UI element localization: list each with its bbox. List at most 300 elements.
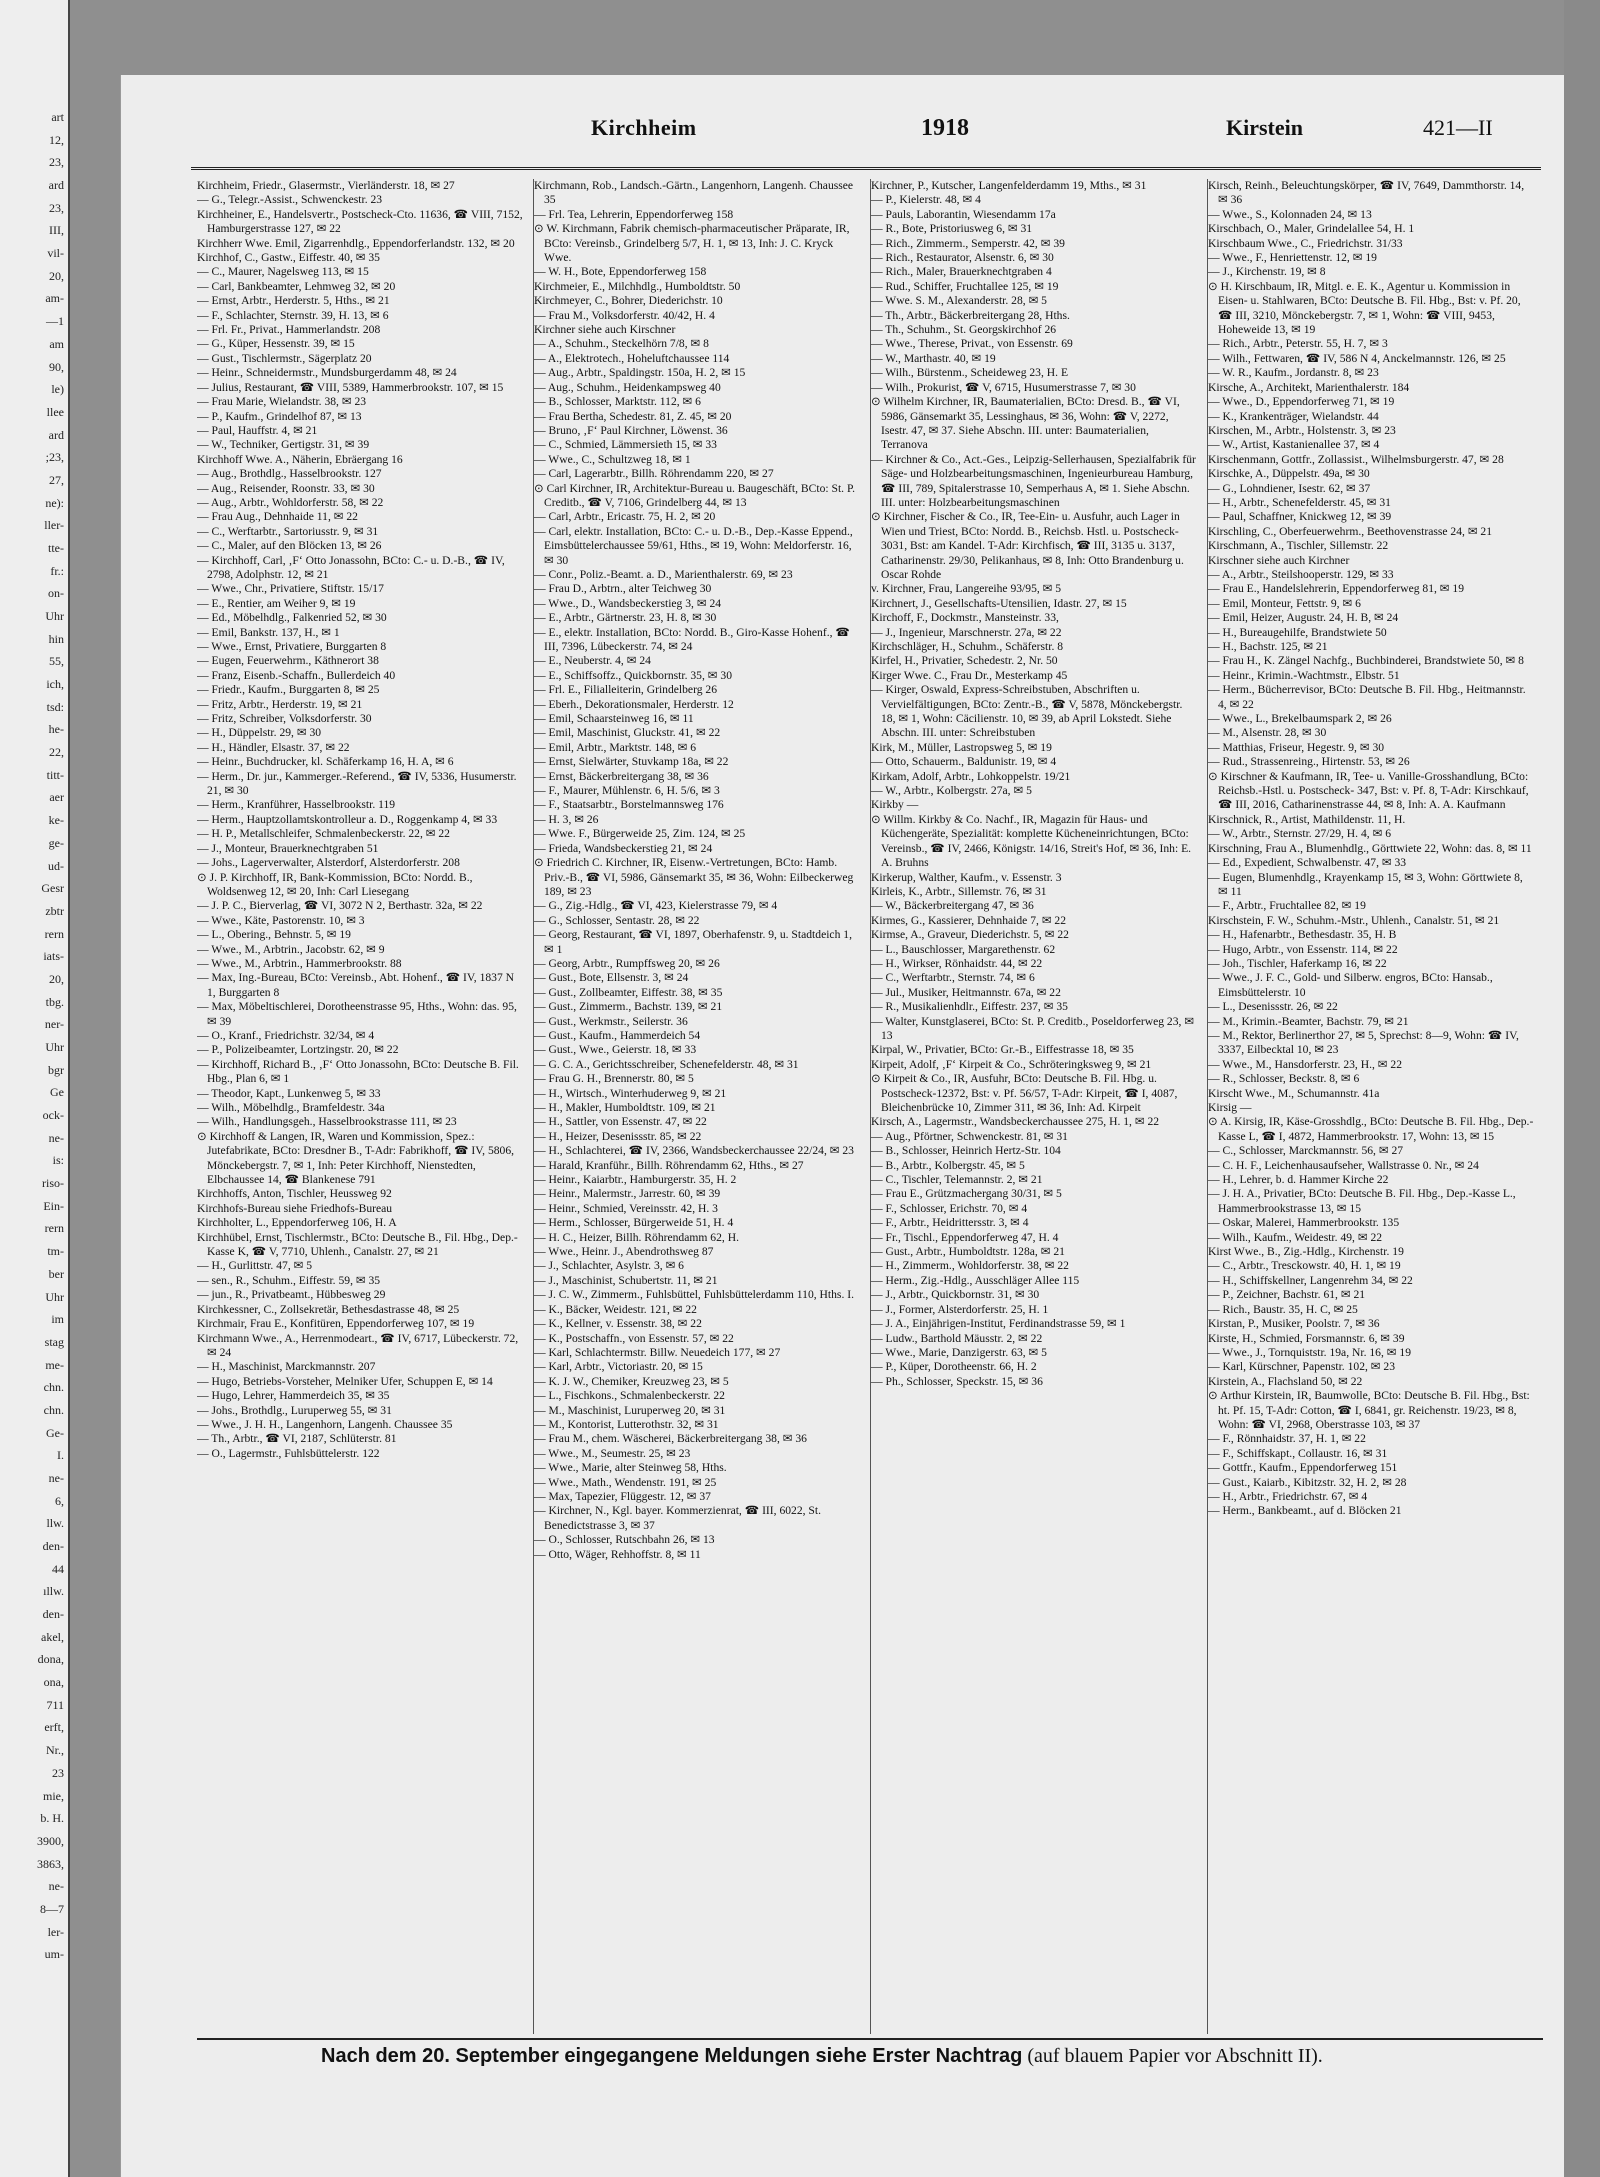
previous-page-fragment: 23	[52, 1765, 64, 1780]
directory-entry: — Emil, Bankstr. 137, H., ✉ 1	[197, 625, 340, 639]
directory-entry: — Max, Möbeltischlerei, Dorotheenstrasse 95, Hths., Wohn: das. 95, ✉ 39	[197, 1000, 517, 1028]
directory-entry: — Frau D., Arbtrn., alter Teichweg 30	[534, 582, 712, 596]
directory-entry: — Wwe. S. M., Alexanderstr. 28, ✉ 5	[871, 294, 1047, 308]
directory-entry: — Wwe., M., Arbtrin., Jacobstr. 62, ✉ 9	[197, 942, 385, 956]
directory-entry: — Carl, Bankbeamter, Lehmweg 32, ✉ 20	[197, 279, 396, 293]
directory-entry: — M., Kontorist, Lutterothstr. 32, ✉ 31	[534, 1417, 719, 1431]
directory-entry: — M., Alsenstr. 28, ✉ 30	[1208, 726, 1327, 740]
directory-entry: — A., Arbtr., Steilshooperstr. 129, ✉ 33	[1208, 567, 1394, 581]
directory-entry: — Wwe. F., Bürgerweide 25, Zim. 124, ✉ 25	[534, 827, 746, 841]
directory-entry: — H., Heizer, Desenissstr. 85, ✉ 22	[534, 1129, 702, 1143]
directory-entry: — Rich., Zimmerm., Semperstr. 42, ✉ 39	[871, 236, 1065, 250]
previous-page-fragment: titt-	[46, 767, 64, 782]
directory-entry: — Aug., Pförtner, Schwenckestr. 81, ✉ 31	[871, 1129, 1068, 1143]
directory-entry: — H., Wirtsch., Winterhuderweg 9, ✉ 21	[534, 1086, 727, 1100]
previous-page-fragment: ard	[48, 427, 64, 442]
previous-page-fragment: 22,	[49, 745, 64, 760]
previous-page-fragment: llee	[46, 404, 64, 419]
directory-entry: — Th., Arbtr., ☎ VI, 2187, Schlüterstr. 81	[197, 1432, 397, 1446]
directory-entry: — W., Artist, Kastanienallee 37, ✉ 4	[1208, 438, 1380, 452]
directory-entry: — F., Rönnhaidstr. 37, H. 1, ✉ 22	[1208, 1432, 1366, 1446]
directory-entry: — Hugo, Arbtr., von Essenstr. 114, ✉ 22	[1208, 942, 1398, 956]
previous-page-fragment: on-	[48, 586, 64, 601]
directory-entry: — Th., Arbtr., Bäckerbreitergang 28, Hths.	[871, 308, 1070, 322]
directory-entry: — R., Bote, Pristoriusweg 6, ✉ 31	[871, 222, 1033, 236]
directory-entry: — Wwe., M., Hansdorferstr. 23, H., ✉ 22	[1208, 1057, 1403, 1071]
directory-entry: — J. A., Einjährigen-Institut, Ferdinandstrasse 59, ✉ 1	[871, 1317, 1126, 1331]
directory-entry: — Paul, Hauffstr. 4, ✉ 21	[197, 423, 318, 437]
directory-entry: — Johs., Brothdlg., Luruperweg 55, ✉ 31	[197, 1403, 392, 1417]
previous-page-fragment: b. H.	[40, 1811, 64, 1826]
directory-entry: Kirchheim, Friedr., Glasermstr., Vierländerstr. 18, ✉ 27	[197, 179, 455, 192]
previous-page-fragment: aer	[49, 790, 64, 805]
directory-entry: — W., Bäckerbreitergang 47, ✉ 36	[871, 899, 1034, 913]
directory-entry: — Ernst, Bäckerbreitergang 38, ✉ 36	[534, 769, 709, 783]
previous-page-fragment: ona,	[43, 1675, 64, 1690]
directory-entry: Kirchholter, L., Eppendorferweg 106, H. A	[197, 1216, 397, 1230]
directory-entry: — E., Rentier, am Weiher 9, ✉ 19	[197, 596, 356, 610]
directory-entry: Kirstein, A., Flachsland 50, ✉ 22	[1208, 1374, 1363, 1388]
directory-entry: — Wwe., J., Tornquiststr. 19a, Nr. 16, ✉ 19	[1208, 1345, 1411, 1359]
previous-page-fragment: rern	[44, 1221, 64, 1236]
directory-entry: — L., Bauschlosser, Margarethenstr. 62	[871, 942, 1056, 956]
directory-entry: — Aug., Reisender, Roonstr. 33, ✉ 30	[197, 481, 375, 495]
directory-entry: — M., Krimin.-Beamter, Bachstr. 79, ✉ 21	[1208, 1014, 1409, 1028]
previous-page-fragment: Uhr	[45, 1040, 64, 1054]
previous-page-fragment: stag	[44, 1334, 64, 1349]
directory-entry: — Herm., Dr. jur., Kammerger.-Referend., ☎ IV, 5336, Husumerstr. 21, ✉ 30	[197, 769, 517, 798]
directory-entry: Kirschmann, A., Tischler, Sillemstr. 22	[1208, 539, 1389, 553]
previous-page-fragment: bgr	[48, 1062, 64, 1077]
directory-entry: — Herm., Schlosser, Bürgerweide 51, H. 4	[534, 1216, 734, 1230]
previous-page-strip	[0, 0, 70, 2177]
previous-page-fragment: ock-	[42, 1108, 64, 1123]
directory-entry: — M., Maschinist, Luruperweg 20, ✉ 31	[534, 1403, 726, 1417]
directory-entry: — Gust., Kaiarb., Kibitzstr. 32, H. 2, ✉ 28	[1208, 1475, 1407, 1489]
previous-page-fragment: III,	[49, 223, 64, 238]
previous-page-fragment: den-	[42, 1607, 64, 1622]
directory-entry: — K., Postschaffn., von Essenstr. 57, ✉ 22	[534, 1331, 734, 1345]
directory-entry: — J. P. C., Bierverlag, ☎ VI, 3072 N 2, Berthastr. 32a, ✉ 22	[197, 899, 483, 913]
previous-page-fragment: Gesr	[41, 881, 64, 896]
directory-entry: — Joh., Tischler, Haferkamp 16, ✉ 22	[1208, 956, 1387, 970]
directory-entry: — Gust., Wwe., Geierstr. 18, ✉ 33	[534, 1043, 697, 1057]
directory-entry: ⊙ Kirchhoff & Langen, IR, Waren und Kommission, Spez.: Jutefabrikate, BCto: Dresdner B., T-Adr: Fabrikhoff, ☎ IV, 5806, Mönckebergstr. 7, ✉ 1, Inh: Peter Kirchhoff, Nienstedten, Elbchaussee 14, ☎ Blankenese 791	[197, 1129, 515, 1187]
directory-entry: Kirmse, A., Graveur, Diederichstr. 5, ✉ 22	[871, 928, 1069, 942]
directory-entry: — Frau H., K. Zängel Nachfg., Buchbinderei, Brandstwiete 50, ✉ 8	[1208, 654, 1524, 668]
header-year: 1918	[921, 115, 969, 141]
directory-entry: — Rich., Restaurator, Alsenstr. 6, ✉ 30	[871, 251, 1054, 265]
directory-entry: ⊙ Kirschner & Kaufmann, IR, Tee- u. Vanille-Grosshandlung, BCto: Reichsb.-Hstl. u. Postscheck- 347, Bst: v. Pf. 8, T-Adr: Kirschkauf, ☎ III, 2016, Catharinenstrasse 44, ✉ 8, Inh: A. A. Kaufmann	[1208, 769, 1529, 812]
directory-entry: — Heinr., Buchdrucker, kl. Schäferkamp 16, H. A, ✉ 6	[197, 755, 454, 769]
directory-entry: — Gust., Tischlermstr., Sägerplatz 20	[197, 351, 372, 365]
directory-entry: — Wilh., Möbelhdlg., Bramfeldestr. 34a	[197, 1101, 385, 1114]
directory-entry: — Wilh., Fettwaren, ☎ IV, 586 N 4, Anckelmannstr. 126, ✉ 25	[1208, 351, 1506, 365]
directory-entry: — C., Werftarbtr., Sternstr. 74, ✉ 6	[871, 971, 1035, 985]
directory-entry: Kirchkessner, C., Zollsekretär, Bethesdastrasse 48, ✉ 25	[197, 1302, 460, 1316]
directory-entry: — H., Makler, Humboldtstr. 109, ✉ 21	[534, 1101, 716, 1114]
directory-entry: — Wwe., Therese, Privat., von Essenstr. 69	[871, 337, 1073, 351]
directory-entry: Kirschnick, R., Artist, Mathildenstr. 11, H.	[1208, 812, 1406, 826]
directory-entry: — H., Düppelstr. 29, ✉ 30	[197, 726, 322, 740]
directory-entry: — Wwe., Heinr. J., Abendrothsweg 87	[534, 1245, 714, 1259]
directory-entry: Kirste, H., Schmied, Forsmannstr. 6, ✉ 39	[1208, 1331, 1405, 1345]
directory-entry: Kirsche, A., Architekt, Marienthalerstr. 184	[1208, 380, 1410, 394]
directory-entry: — Wwe., M., Arbtrin., Hammerbrookstr. 88	[197, 956, 402, 970]
directory-entry: — Ed., Möbelhdlg., Falkenried 52, ✉ 30	[197, 611, 387, 625]
directory-entry: ⊙ Wilhelm Kirchner, IR, Baumaterialien, BCto: Dresd. B., ☎ VI, 5986, Gänsemarkt 35, Lessinghaus, ✉ 36, Wohn: ☎ V, 2272, Isestr. 47, ✉ 37. Siehe Abschn. III. unter: Baumaterialien, Terranova	[871, 395, 1180, 452]
page-header	[191, 115, 1541, 149]
directory-entry: — P., Polizeibeamter, Lortzingstr. 20, ✉ 22	[197, 1043, 399, 1057]
directory-entry: — P., Kaufm., Grindelhof 87, ✉ 13	[197, 409, 362, 423]
directory-entry: — Georg, Arbtr., Rumpffsweg 20, ✉ 26	[534, 956, 720, 970]
previous-page-fragment: mie,	[43, 1788, 64, 1803]
directory-entry: — Gottfr., Kaufm., Eppendorferweg 151	[1208, 1461, 1398, 1475]
directory-entry: — Gust., Werkmstr., Seilerstr. 36	[534, 1014, 688, 1028]
directory-entry: — W., Techniker, Gertigstr. 31, ✉ 39	[197, 438, 370, 452]
directory-entry: Kirchhoff Wwe. A., Näherin, Ebräergang 16	[197, 452, 403, 466]
directory-entry: — H., Bachstr. 125, ✉ 21	[1208, 640, 1328, 653]
directory-entry: Kirchhübel, Ernst, Tischlermstr., BCto: Deutsche B., Fil. Hbg., Dep.-Kasse K, ☎ V, 7710, Uhlenh., Canalstr. 27, ✉ 21	[197, 1230, 518, 1259]
directory-entry: — Wwe., Marie, Danzigerstr. 63, ✉ 5	[871, 1345, 1047, 1359]
directory-entry: — H., Händler, Elsastr. 37, ✉ 22	[197, 740, 350, 754]
directory-entry: — Wwe., Käte, Pastorenstr. 10, ✉ 3	[197, 913, 365, 927]
directory-entry: — Wwe., D., Eppendorferweg 71, ✉ 19	[1208, 395, 1395, 409]
directory-entry: — Frieda, Wandsbeckerstieg 21, ✉ 24	[534, 841, 713, 855]
directory-entry: Kirkam, Adolf, Arbtr., Lohkoppelstr. 19/21	[871, 769, 1071, 783]
previous-page-fragment: Uhr	[45, 1289, 64, 1304]
directory-entry: — H. 3, ✉ 26	[534, 812, 599, 826]
directory-entry: — Frau E., Grützmachergang 30/31, ✉ 5	[871, 1187, 1062, 1201]
directory-entry: Kirschling, C., Oberfeuerwehrm., Beethovenstrasse 24, ✉ 21	[1208, 524, 1493, 538]
directory-entry: — J., Schlachter, Asylstr. 3, ✉ 6	[534, 1259, 684, 1273]
previous-page-fragment: am-	[45, 291, 64, 306]
directory-entry: — Kirchner & Co., Act.-Ges., Leipzig-Sellerhausen, Spezialfabrik für Säge- und Holzbearbeitungsmaschinen, Ingenieurbureau Hamburg, ☎ III, 789, Spitalerstrasse 10, Semperhaus A, ✉ 1. Siehe Abschn. III. unter: Holzbearbeitungsmaschinen	[871, 452, 1196, 509]
directory-entry: Kirschen, M., Arbtr., Holstenstr. 3, ✉ 23	[1208, 423, 1396, 437]
previous-page-fragment: 20,	[49, 268, 64, 283]
directory-entry: — Pauls, Laborantin, Wiesendamm 17a	[871, 207, 1056, 221]
directory-entry: — C., Werftarbtr., Sartoriusstr. 9, ✉ 31	[197, 524, 379, 538]
directory-entry: — F., Schiffskapt., Collaustr. 16, ✉ 31	[1208, 1446, 1388, 1460]
directory-entry: — G., Telegr.-Assist., Schwenckestr. 23	[197, 193, 383, 207]
previous-page-fragment: he-	[48, 722, 64, 737]
directory-entry: Kirschbaum Wwe., C., Friedrichstr. 31/33	[1208, 236, 1403, 250]
previous-page-fragment: tm-	[47, 1244, 64, 1259]
directory-entry: — Wwe., S., Kolonnaden 24, ✉ 13	[1208, 207, 1372, 221]
directory-entry: — A., Schuhm., Steckelhörn 7/8, ✉ 8	[534, 337, 709, 351]
directory-entry: — L., Fischkons., Schmalenbeckerstr. 22	[534, 1389, 725, 1403]
directory-entry: — Rich., Baustr. 35, H. C, ✉ 25	[1208, 1302, 1358, 1316]
directory-entry: — J., Ingenieur, Marschnerstr. 27a, ✉ 22	[871, 625, 1062, 639]
directory-entry: Kirchnert, J., Gesellschafts-Utensilien, Idastr. 27, ✉ 15	[871, 596, 1127, 610]
directory-entry: — J., Kirchenstr. 19, ✉ 8	[1208, 265, 1326, 279]
directory-entry: — Fr., Tischl., Eppendorferweg 47, H. 4	[871, 1230, 1059, 1244]
directory-entry: — Carl, elektr. Installation, BCto: C.- u. D.-B., Dep.-Kasse Eppend., Eimsbüttelerchaussee 59/61, Hths., ✉ 19, Wohn: Meldorferstr. 16, ✉ 30	[534, 524, 853, 567]
directory-entry: — Heinr., Schmied, Vereinsstr. 42, H. 3	[534, 1201, 718, 1215]
directory-entry: — J., Former, Alsterdorferstr. 25, H. 1	[871, 1302, 1049, 1316]
directory-entry: — Ernst, Arbtr., Herderstr. 5, Hths., ✉ 21	[197, 294, 390, 308]
directory-entry: — Ph., Schlosser, Speckstr. 15, ✉ 36	[871, 1374, 1043, 1388]
previous-page-fragment: ler-	[47, 1924, 64, 1939]
directory-entry: — Wilh., Prokurist, ☎ V, 6715, Husumerstrasse 7, ✉ 30	[871, 380, 1136, 394]
directory-entry: — Gust., Bote, Ellsenstr. 3, ✉ 24	[534, 971, 689, 985]
directory-entry: — Frau M., chem. Wäscherei, Bäckerbreitergang 38, ✉ 36	[534, 1432, 807, 1446]
directory-entry: — Jul., Musiker, Heitmannstr. 67a, ✉ 22	[871, 985, 1061, 999]
directory-entry: v. Kirchner, Frau, Langereihe 93/95, ✉ 5	[871, 582, 1062, 596]
previous-page-fragment: fr.:	[50, 563, 64, 578]
previous-page-fragment: I.	[57, 1448, 64, 1463]
directory-entry: — Carl, Arbtr., Ericastr. 75, H. 2, ✉ 20	[534, 510, 716, 524]
previous-page-fragment: chn.	[43, 1380, 64, 1395]
directory-entry: — H. P., Metallschleifer, Schmalenbeckerstr. 22, ✉ 22	[197, 827, 450, 841]
directory-entry: — Rud., Schiffer, Fruchtallee 125, ✉ 19	[871, 279, 1059, 293]
directory-entry: Kirchmann Wwe., A., Herrenmodeart., ☎ IV, 6717, Lübeckerstr. 72, ✉ 24	[197, 1331, 519, 1359]
previous-page-fragment: 3863,	[37, 1856, 64, 1871]
directory-entry: — Otto, Schauerm., Baldunistr. 19, ✉ 4	[871, 755, 1057, 769]
previous-page-fragment: ;23,	[45, 450, 64, 465]
directory-entry: Kirschner siehe auch Kirchner	[1208, 553, 1350, 567]
directory-entry: — Otto, Wäger, Rehhoffstr. 8, ✉ 11	[534, 1547, 701, 1561]
directory-entry: — Wwe., Chr., Privatiere, Stiftstr. 15/17	[197, 582, 384, 596]
header-last-entry: Kirstein	[1226, 115, 1303, 140]
directory-entry: — W., Marthastr. 40, ✉ 19	[871, 351, 996, 365]
directory-entry: ⊙ J. P. Kirchhoff, IR, Bank-Kommission, BCto: Nordd. B., Woldsenweg 12, ✉ 20, Inh: Carl Liesegang	[197, 870, 473, 898]
directory-entry: ⊙ Kirpeit & Co., IR, Ausfuhr, BCto: Deutsche B. Fil. Hbg. u. Postscheck-12372, Bst: v. Pf. 56/57, T-Adr: Kirpeit, ☎ I, 4087, Bleichenbrücke 10, Zimmer 311, ✉ 36, Inh: Ad. Kirpeit	[871, 1072, 1178, 1114]
directory-entry: — P., Kielerstr. 48, ✉ 4	[871, 193, 981, 207]
directory-entry: Kirleis, K., Arbtr., Sillemstr. 76, ✉ 31	[871, 884, 1047, 898]
directory-entry: — Emil, Monteur, Fettstr. 9, ✉ 6	[1208, 596, 1361, 610]
directory-entry: ⊙ A. Kirsig, IR, Käse-Grosshdlg., BCto: Deutsche B. Fil. Hbg., Dep.-Kasse L, ☎ I, 4872, Hammerbrookstr. 17, Wohn: 13, ✉ 15	[1208, 1115, 1534, 1143]
directory-entry: — Walter, Kunstglaserei, BCto: St. P. Creditb., Poseldorferweg 23, ✉ 13	[871, 1014, 1195, 1042]
directory-entry: — H., Zimmerm., Wohldorferstr. 38, ✉ 22	[871, 1259, 1069, 1273]
directory-entry: — Emil, Heizer, Augustr. 24, H. B, ✉ 24	[1208, 611, 1399, 625]
previous-page-fragment: rern	[44, 926, 64, 941]
directory-entry: — C. H. F., Leichenhausaufseher, Wallstrasse 0. Nr., ✉ 24	[1208, 1158, 1479, 1172]
directory-entry: Kirstan, P., Musiker, Poolstr. 7, ✉ 36	[1208, 1317, 1380, 1331]
directory-entry: Kirkerup, Walther, Kaufm., v. Essenstr. 3	[871, 870, 1062, 884]
directory-entry: — Eugen, Feuerwehrm., Käthnerort 38	[197, 654, 379, 668]
directory-entry: Kirchhof, C., Gastw., Eiffestr. 40, ✉ 35	[197, 251, 380, 265]
previous-page-fragment: 44	[52, 1561, 64, 1576]
directory-entry: — H., Maschinist, Marckmannstr. 207	[197, 1360, 376, 1374]
directory-entry: Kirger Wwe. C., Frau Dr., Mesterkamp 45	[871, 668, 1068, 682]
directory-entry: Kirschstein, F. W., Schuhm.-Mstr., Uhlenh., Canalstr. 51, ✉ 21	[1208, 913, 1500, 927]
directory-entry: — Herm., Hauptzollamtskontrolleur a. D., Roggenkamp 4, ✉ 33	[197, 812, 498, 826]
previous-page-fragment: ne):	[45, 495, 64, 510]
directory-entry: — C., Tischler, Telemannstr. 2, ✉ 21	[871, 1173, 1043, 1187]
previous-page-fragment: llw.	[46, 1516, 64, 1531]
directory-entry: Kirschning, Frau A., Blumenhdlg., Görttwiete 22, Wohn: das. 8, ✉ 11	[1208, 841, 1532, 855]
directory-entry: — O., Kranf., Friedrichstr. 32/34, ✉ 4	[197, 1028, 375, 1042]
directory-entry: Kirchner siehe auch Kirschner	[534, 323, 676, 337]
directory-entry: ⊙ Kirchner, Fischer & Co., IR, Tee-Ein- u. Ausfuhr, auch Lager in Wien und Triest, BCto: Nordd. B., Reichsb. Hstl. u. Postscheck- 3031, Bst: am Kandel. T-Adr: Kirchfisch, ☎ III, 3135 u. 3137, Catharinenstr. 29/30, Pelikanhaus, ✉ 8, Inh: Otto Brandenburg u. Oscar Rohde	[871, 510, 1184, 581]
directory-entry: — K., Kellner, v. Essenstr. 38, ✉ 22	[534, 1317, 702, 1331]
directory-entry: — E., Arbtr., Gärtnerstr. 23, H. 8, ✉ 30	[534, 611, 717, 625]
header-rule	[191, 167, 1541, 170]
directory-entry: — Hugo, Lehrer, Hammerdeich 35, ✉ 35	[197, 1389, 390, 1403]
directory-entry: Kirkby —	[871, 798, 919, 812]
previous-page-fragment: zbtr	[45, 903, 64, 918]
directory-entry: — Rich., Arbtr., Peterstr. 55, H. 7, ✉ 3	[1208, 337, 1388, 351]
directory-entry: — Karl, Schlachtermstr. Billw. Neuedeich 177, ✉ 27	[534, 1345, 781, 1359]
directory-entry: — R., Musikalienhdlr., Eiffestr. 237, ✉ 35	[871, 1000, 1068, 1014]
directory-entry: Kirsch, A., Lagermstr., Wandsbeckerchaussee 275, H. 1, ✉ 22	[871, 1115, 1160, 1129]
previous-page-fragment: 3900,	[37, 1833, 64, 1848]
directory-entry: Kirchmair, Frau E., Konfitüren, Eppendorferweg 107, ✉ 19	[197, 1317, 475, 1331]
directory-entry: — O., Schlosser, Rutschbahn 26, ✉ 13	[534, 1533, 715, 1547]
directory-entry: — Frl. E., Filialleiterin, Grindelberg 26	[534, 683, 718, 697]
directory-entry: — K., Bäcker, Weidestr. 121, ✉ 22	[534, 1302, 697, 1316]
directory-entry: — C., Schlosser, Marckmannstr. 56, ✉ 27	[1208, 1144, 1404, 1158]
directory-entry: — Ed., Expedient, Schwalbenstr. 47, ✉ 33	[1208, 856, 1407, 870]
previous-page-fragment: den-	[42, 1539, 64, 1554]
previous-page-fragment: ller-	[44, 518, 64, 533]
directory-entry: — Gust., Zimmerm., Bachstr. 139, ✉ 21	[534, 1000, 723, 1014]
directory-entry: Kirchherr Wwe. Emil, Zigarrenhdlg., Eppendorferlandstr. 132, ✉ 20	[197, 236, 515, 250]
directory-entry: — Emil, Arbtr., Marktstr. 148, ✉ 6	[534, 740, 697, 754]
footer-rule	[197, 2038, 1543, 2040]
previous-page-fragment: um-	[44, 1947, 64, 1962]
column-3	[870, 179, 1201, 2034]
directory-entry: — Ludw., Barthold Mäusstr. 2, ✉ 22	[871, 1331, 1043, 1345]
directory-entry: — J., Monteur, Brauerknechtgraben 51	[197, 841, 379, 855]
previous-page-fragment: ner-	[44, 1017, 64, 1032]
directory-entry: — F., Staatsarbtr., Borstelmannsweg 176	[534, 798, 724, 812]
page-number: 421—II	[1423, 115, 1493, 140]
directory-entry: Kirfel, H., Privatier, Schedestr. 2, Nr. 50	[871, 654, 1058, 668]
previous-page-fragment: Ge-	[46, 1425, 64, 1440]
directory-entry: — B., Schlosser, Marktstr. 112, ✉ 6	[534, 395, 701, 409]
previous-page-fragment: iats-	[43, 949, 64, 964]
directory-entry: Kirschenmann, Gottfr., Zollassist., Wilhelmsburgerstr. 47, ✉ 28	[1208, 452, 1504, 466]
directory-entry: ⊙ W. Kirchmann, Fabrik chemisch-pharmaceutischer Präparate, IR, BCto: Vereinsb., Grindelberg 5/7, H. 1, ✉ 13, Inh: J. C. Kryck Wwe.	[534, 222, 850, 265]
directory-entry: — Matthias, Friseur, Hegestr. 9, ✉ 30	[1208, 740, 1385, 754]
directory-entry: — sen., R., Schuhm., Eiffestr. 59, ✉ 35	[197, 1273, 381, 1287]
directory-entry: — Heinr., Malermstr., Jarrestr. 60, ✉ 39	[534, 1187, 721, 1201]
directory-entry: — Wilh., Bürstenm., Scheideweg 23, H. E	[871, 366, 1069, 380]
directory-entry: — Kirchhoff, Carl, ‚F‘ Otto Jonassohn, BCto: C.- u. D.-B., ☎ IV, 2798, Adolphstr. 12, ✉ 21	[197, 553, 505, 581]
previous-page-fragment: 20,	[49, 971, 64, 986]
directory-entry: — L., Obering., Behnstr. 5, ✉ 19	[197, 928, 351, 942]
directory-entry: — Conr., Poliz.-Beamt. a. D., Marienthalerstr. 69, ✉ 23	[534, 567, 793, 581]
directory-entry: — H., Sattler, von Essenstr. 47, ✉ 22	[534, 1115, 707, 1129]
directory-entry: — B., Arbtr., Kolbergstr. 45, ✉ 5	[871, 1158, 1025, 1172]
directory-entry: Kirchmann, Rob., Landsch.-Gärtn., Langenhorn, Langenh. Chaussee 35	[534, 179, 854, 207]
directory-entry: — H., Bureaugehilfe, Brandstwiete 50	[1208, 625, 1387, 639]
directory-entry: Kirk, M., Müller, Lastropsweg 5, ✉ 19	[871, 740, 1052, 754]
directory-entry: — Wwe., C., Schultzweg 18, ✉ 1	[534, 452, 691, 466]
previous-page-fragment: ud-	[48, 858, 64, 873]
previous-page-fragment: 27,	[49, 472, 64, 487]
previous-page-fragment: riso-	[42, 1176, 64, 1191]
column-4	[1207, 179, 1538, 2034]
directory-entry: Kirchheiner, E., Handelsvertr., Postscheck-Cto. 11636, ☎ VIII, 7152, Hamburgerstrasse 127, ✉ 22	[197, 207, 523, 236]
directory-entry: Kirpeit, Adolf, ‚F‘ Kirpeit & Co., Schröteringksweg 9, ✉ 21	[871, 1057, 1152, 1071]
directory-entry: — R., Schlosser, Beckstr. 8, ✉ 6	[1208, 1072, 1360, 1086]
directory-entry: — Max, Ing.-Bureau, BCto: Vereinsb., Abt. Hohenf., ☎ IV, 1837 N 1, Burggarten 8	[197, 971, 515, 999]
header-first-entry: Kirchheim	[591, 115, 697, 140]
directory-entry: — Friedr., Kaufm., Burggarten 8, ✉ 25	[197, 683, 380, 697]
previous-page-fragment: tbg.	[45, 994, 64, 1009]
previous-page-fragment: hin	[48, 631, 64, 646]
previous-page-fragment: akel,	[41, 1629, 64, 1644]
directory-entry: — F., Schlosser, Erichstr. 70, ✉ 4	[871, 1201, 1028, 1215]
directory-entry: — Max, Tapezier, Flüggestr. 12, ✉ 37	[534, 1489, 711, 1503]
previous-page-fragment: Ge	[50, 1085, 64, 1100]
directory-entry: — H., Arbtr., Schenefelderstr. 45, ✉ 31	[1208, 495, 1391, 509]
directory-entry: — H., Lehrer, b. d. Hammer Kirche 22	[1208, 1173, 1389, 1187]
directory-entry: Kirmes, G., Kassierer, Dehnhaide 7, ✉ 22	[871, 913, 1067, 927]
directory-entry: — Hugo, Betriebs-Vorsteher, Melniker Ufer, Schuppen E, ✉ 14	[197, 1374, 493, 1388]
directory-entry: — Rich., Maler, Brauerknechtgraben 4	[871, 265, 1052, 279]
directory-entry: — Wwe., L., Brekelbaumspark 2, ✉ 26	[1208, 712, 1392, 726]
directory-entry: — Frau Marie, Wielandstr. 38, ✉ 23	[197, 395, 367, 409]
directory-entry: — Gust., Zollbeamter, Eiffestr. 38, ✉ 35	[534, 985, 723, 999]
previous-page-fragment: dona,	[37, 1652, 64, 1667]
directory-entry: — H., Arbtr., Friedrichstr. 67, ✉ 4	[1208, 1489, 1368, 1503]
directory-entry: — G., Zig.-Hdlg., ☎ VI, 423, Kielerstrasse 79, ✉ 4	[534, 899, 778, 913]
previous-page-fragment: le)	[51, 382, 64, 397]
directory-entry: — C., Schmied, Lämmersieth 15, ✉ 33	[534, 438, 717, 452]
directory-entry: — Herm., Bücherrevisor, BCto: Deutsche B. Fil. Hbg., Heitmannstr. 4, ✉ 22	[1208, 683, 1526, 711]
directory-entry: — B., Schlosser, Heinrich Hertz-Str. 104	[871, 1144, 1061, 1158]
directory-entry: — G., Lohndiener, Isestr. 62, ✉ 37	[1208, 481, 1371, 495]
previous-page-fragment: tsd:	[46, 699, 64, 714]
directory-entry: — Emil, Schaarsteinweg 16, ✉ 11	[534, 712, 694, 726]
directory-entry: — Wwe., M., Seumestr. 25, ✉ 23	[534, 1446, 691, 1460]
directory-entry: — M., Rektor, Berlinerthor 27, ✉ 5, Sprechst: 8—9, Wohn: ☎ IV, 3337, Eilbecktal 10, ✉ 23	[1208, 1028, 1519, 1057]
directory-entry: — Aug., Brothdlg., Hasselbrookstr. 127	[197, 467, 382, 481]
directory-entry: — Frau M., Volksdorferstr. 40/42, H. 4	[534, 308, 715, 322]
directory-entry: Kirschke, A., Düppelstr. 49a, ✉ 30	[1208, 467, 1370, 481]
directory-entry: — H., Hafenarbtr., Bethesdastr. 35, H. B	[1208, 928, 1397, 942]
directory-entry: — H., Wirkser, Rönhaidstr. 44, ✉ 22	[871, 956, 1043, 970]
directory-entry: — Heinr., Krimin.-Wachtmstr., Elbstr. 51	[1208, 668, 1400, 682]
previous-page-fragment: ne-	[48, 1879, 64, 1894]
directory-entry: — P., Zeichner, Bachstr. 61, ✉ 21	[1208, 1288, 1366, 1302]
previous-page-fragment: chn.	[43, 1402, 64, 1417]
directory-entry: — F., Arbtr., Heidrittersstr. 3, ✉ 4	[871, 1216, 1029, 1230]
directory-entry: — F., Arbtr., Fruchtallee 82, ✉ 19	[1208, 899, 1366, 913]
directory-entry: — Wwe., Ernst, Privatiere, Burggarten 8	[197, 640, 387, 653]
directory-entry: ⊙ H. Kirschbaum, IR, Mitgl. e. E. K., Agentur u. Kommission in Eisen- u. Stahlwaren, BCto: Deutsche B. Fil. Hbg., Bst: v. Pf. 20, ☎ III, 3210, Mönckebergstr. 7, ✉ 1, Wohn: ☎ VIII, 9453, Hoheweide 13, ✉ 19	[1208, 279, 1521, 337]
directory-entry: Kirpal, W., Privatier, BCto: Gr.-B., Eiffestrasse 18, ✉ 35	[871, 1043, 1134, 1057]
directory-entry: — E., Neuberstr. 4, ✉ 24	[534, 654, 651, 668]
directory-entry: — C., Maurer, Nagelsweg 113, ✉ 15	[197, 265, 369, 279]
directory-entry: — F., Maurer, Mühlenstr. 6, H. 5/6, ✉ 3	[534, 784, 720, 798]
previous-page-fragment: ne-	[48, 1130, 64, 1145]
directory-entry: — Karl, Kürschner, Papenstr. 102, ✉ 23	[1208, 1360, 1395, 1374]
directory-entry: — G., Küper, Hessenstr. 39, ✉ 15	[197, 337, 355, 351]
directory-entry: — Bruno, ‚F‘ Paul Kirchner, Löwenst. 36	[534, 423, 728, 437]
directory-entry: — W., Arbtr., Sternstr. 27/29, H. 4, ✉ 6	[1208, 827, 1391, 841]
directory-entry: — Ernst, Sielwärter, Stuvkamp 18a, ✉ 22	[534, 755, 729, 769]
previous-page-fragment: ich,	[46, 677, 64, 692]
directory-entry: — W. R., Kaufm., Jordanstr. 8, ✉ 23	[1208, 366, 1379, 380]
previous-page-fragment: is:	[52, 1153, 64, 1168]
directory-entry: — Fritz, Schreiber, Volksdorferstr. 30	[197, 712, 372, 726]
directory-entry: — L., Desenissstr. 26, ✉ 22	[1208, 1000, 1338, 1014]
column-1	[197, 179, 527, 2034]
previous-page-fragment: ber	[48, 1266, 64, 1281]
directory-entry: — C., Maler, auf den Blöcken 13, ✉ 26	[197, 539, 382, 553]
previous-page-fragment: Uhr	[45, 609, 64, 624]
previous-page-fragment: ke-	[48, 813, 64, 828]
directory-entry: — W. H., Bote, Eppendorferweg 158	[534, 265, 707, 279]
directory-entry: Kirchmeier, E., Milchhdlg., Humboldtstr. 50	[534, 279, 741, 293]
previous-page-fragment: ne-	[48, 1470, 64, 1485]
directory-entry: Kirchhoffs, Anton, Tischler, Heussweg 92	[197, 1187, 392, 1201]
